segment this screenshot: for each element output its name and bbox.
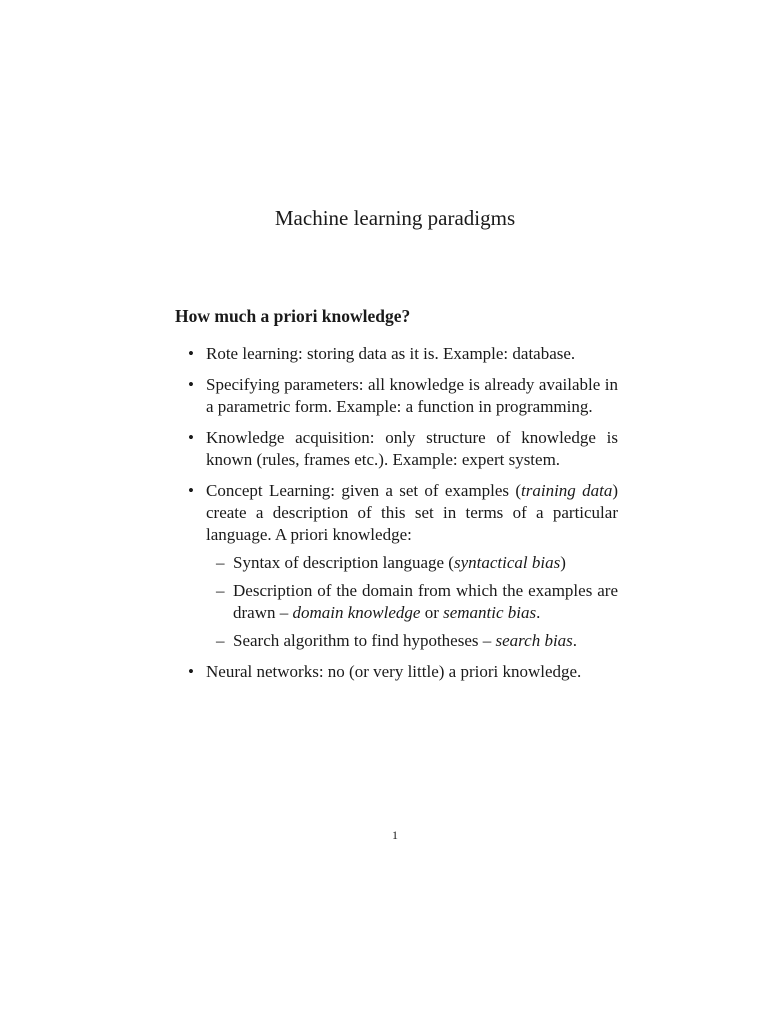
list-item [188,343,618,365]
bullet-icon: • [188,481,194,500]
text-segment: Concept Learning: given a set of examples ( [206,481,522,500]
section-heading: How much a priori knowledge? [175,306,411,326]
sub-list-item [206,580,618,624]
sub-list-item [206,630,618,652]
text-segment: Syntax of description language ( [233,553,454,572]
bullet-icon: • [188,375,194,394]
emphasis-text: training data [521,481,613,500]
text-segment: ) [560,553,566,572]
bullet-icon: • [188,662,194,681]
bullet-icon: • [188,428,194,447]
page-title: Machine learning paradigms [274,206,516,230]
text-segment: Search algorithm to find hypotheses – [233,631,496,650]
prior-knowledge-sublist [206,552,618,652]
text-segment: Description of the domain from which the examples are drawn – [233,581,618,622]
sub-list-item [206,552,618,574]
list-item-text [206,481,618,544]
emphasis-text: syntactical bias [453,553,561,572]
paradigm-list [188,343,618,683]
list-item [188,661,618,683]
text-segment: ) create a description of this set in terms of a particular language. A priori knowledge: [206,481,618,544]
content-body [188,343,618,692]
list-item [188,480,618,652]
emphasis-text: domain knowledge [292,603,421,622]
page-number: 1 [392,828,398,842]
emphasis-text: semantic bias [443,603,537,622]
list-item [188,427,618,471]
text-segment: or [420,603,444,622]
list-item-text: Rote learning: storing data as it is. Example: database. [206,344,576,363]
emphasis-text: search bias [495,631,573,650]
dash-icon: – [216,553,225,572]
dash-icon: – [216,631,225,650]
text-segment: . [536,603,541,622]
list-item-text: Neural networks: no (or very little) a priori knowledge. [206,662,582,681]
text-segment: . [572,631,578,650]
list-item-text: Knowledge acquisition: only structure of knowledge is known (rules, frames etc.). Example: expert system. [206,428,618,469]
list-item-text: Specifying parameters: all knowledge is already available in a parametric form. Example: a function in programming. [206,375,618,416]
dash-icon: – [216,581,225,600]
bullet-icon: • [188,344,194,363]
list-item [188,374,618,418]
